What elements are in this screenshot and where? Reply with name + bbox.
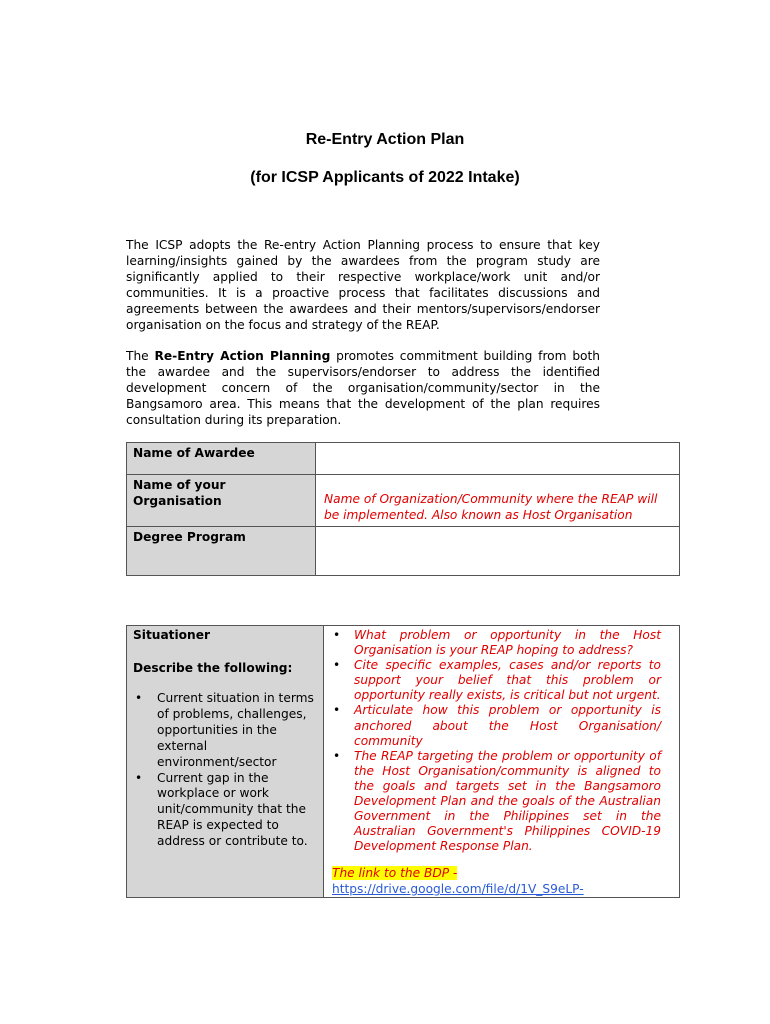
list-item: • The REAP targeting the problem or opportunity of the Host Organisation/community is aligned to the goals and targets set in the Bangsamoro Development Plan and the goals of the Australian Government in the Philippines set in the Australian Government's Philippines COVID-19 Development Response Plan.: [324, 749, 661, 855]
degree-program-label: Degree Program: [127, 527, 316, 576]
bdp-link-block: [332, 865, 661, 897]
situationer-items: [133, 691, 319, 850]
list-item: • Current gap in the workplace or work unit/community that the REAP is expected to address or contribute to.: [133, 771, 319, 851]
document-title: Re-Entry Action Plan: [305, 131, 465, 148]
awardee-info-table: [126, 442, 680, 576]
situationer-guide-cell[interactable]: [324, 626, 680, 898]
bdp-link[interactable]: https://drive.google.com/file/d/1V_S9eLP-: [332, 882, 584, 897]
second-paragraph-rest: promotes commitment building from both the awardee and the supervisors/endorser to address the identified development concern of the organisation/community/sector in the Bangsamoro area. This means that the development of the plan requires consultation during its preparation.: [126, 349, 601, 427]
situationer-subheading: Describe the following:: [133, 661, 293, 675]
organisation-name-hint: Name of Organization/Community where the REAP will be implemented. Also known as Host Organisation: [324, 492, 658, 522]
organisation-name-field[interactable]: [316, 475, 680, 527]
second-paragraph-bold: Re-Entry Action Planning: [154, 349, 331, 363]
situationer-table: [126, 625, 680, 898]
list-item: • Current situation in terms of problems, challenges, opportunities in the external environment/sector: [133, 691, 319, 771]
bdp-link-label: The link to the BDP -: [332, 866, 458, 881]
second-paragraph: [126, 348, 600, 428]
table-row: [127, 443, 680, 475]
organisation-name-label: Name of your Organisation: [127, 475, 316, 527]
table-row: [127, 527, 680, 576]
awardee-name-label: Name of Awardee: [127, 443, 316, 475]
situationer-guide-list: [324, 628, 661, 854]
table-row: [127, 475, 680, 527]
list-item: • What problem or opportunity in the Host Organisation is your REAP hoping to address?: [324, 628, 661, 658]
list-item: • Cite specific examples, cases and/or reports to support your belief that this problem or opportunity really exists, is critical but not urgent.: [324, 658, 661, 703]
situationer-heading: Situationer: [133, 628, 211, 642]
awardee-name-field[interactable]: [316, 443, 680, 475]
second-paragraph-prefix: The: [126, 349, 155, 363]
degree-program-field[interactable]: [316, 527, 680, 576]
intro-paragraph: The ICSP adopts the Re-entry Action Planning process to ensure that key learning/insights gained by the awardees from the program study are significantly applied to their respective workplace/work unit and/or communities. It is a proactive process that facilitates discussions and agreements between the awardees and their mentors/supervisors/endorser organisation on the focus and strategy of the REAP.: [126, 238, 600, 332]
situationer-label-cell: [127, 626, 324, 898]
table-row: [127, 626, 680, 898]
document-subtitle: (for ICSP Applicants of 2022 Intake): [250, 169, 520, 186]
list-item: • Articulate how this problem or opportunity is anchored about the Host Organisation/ community: [324, 703, 661, 748]
